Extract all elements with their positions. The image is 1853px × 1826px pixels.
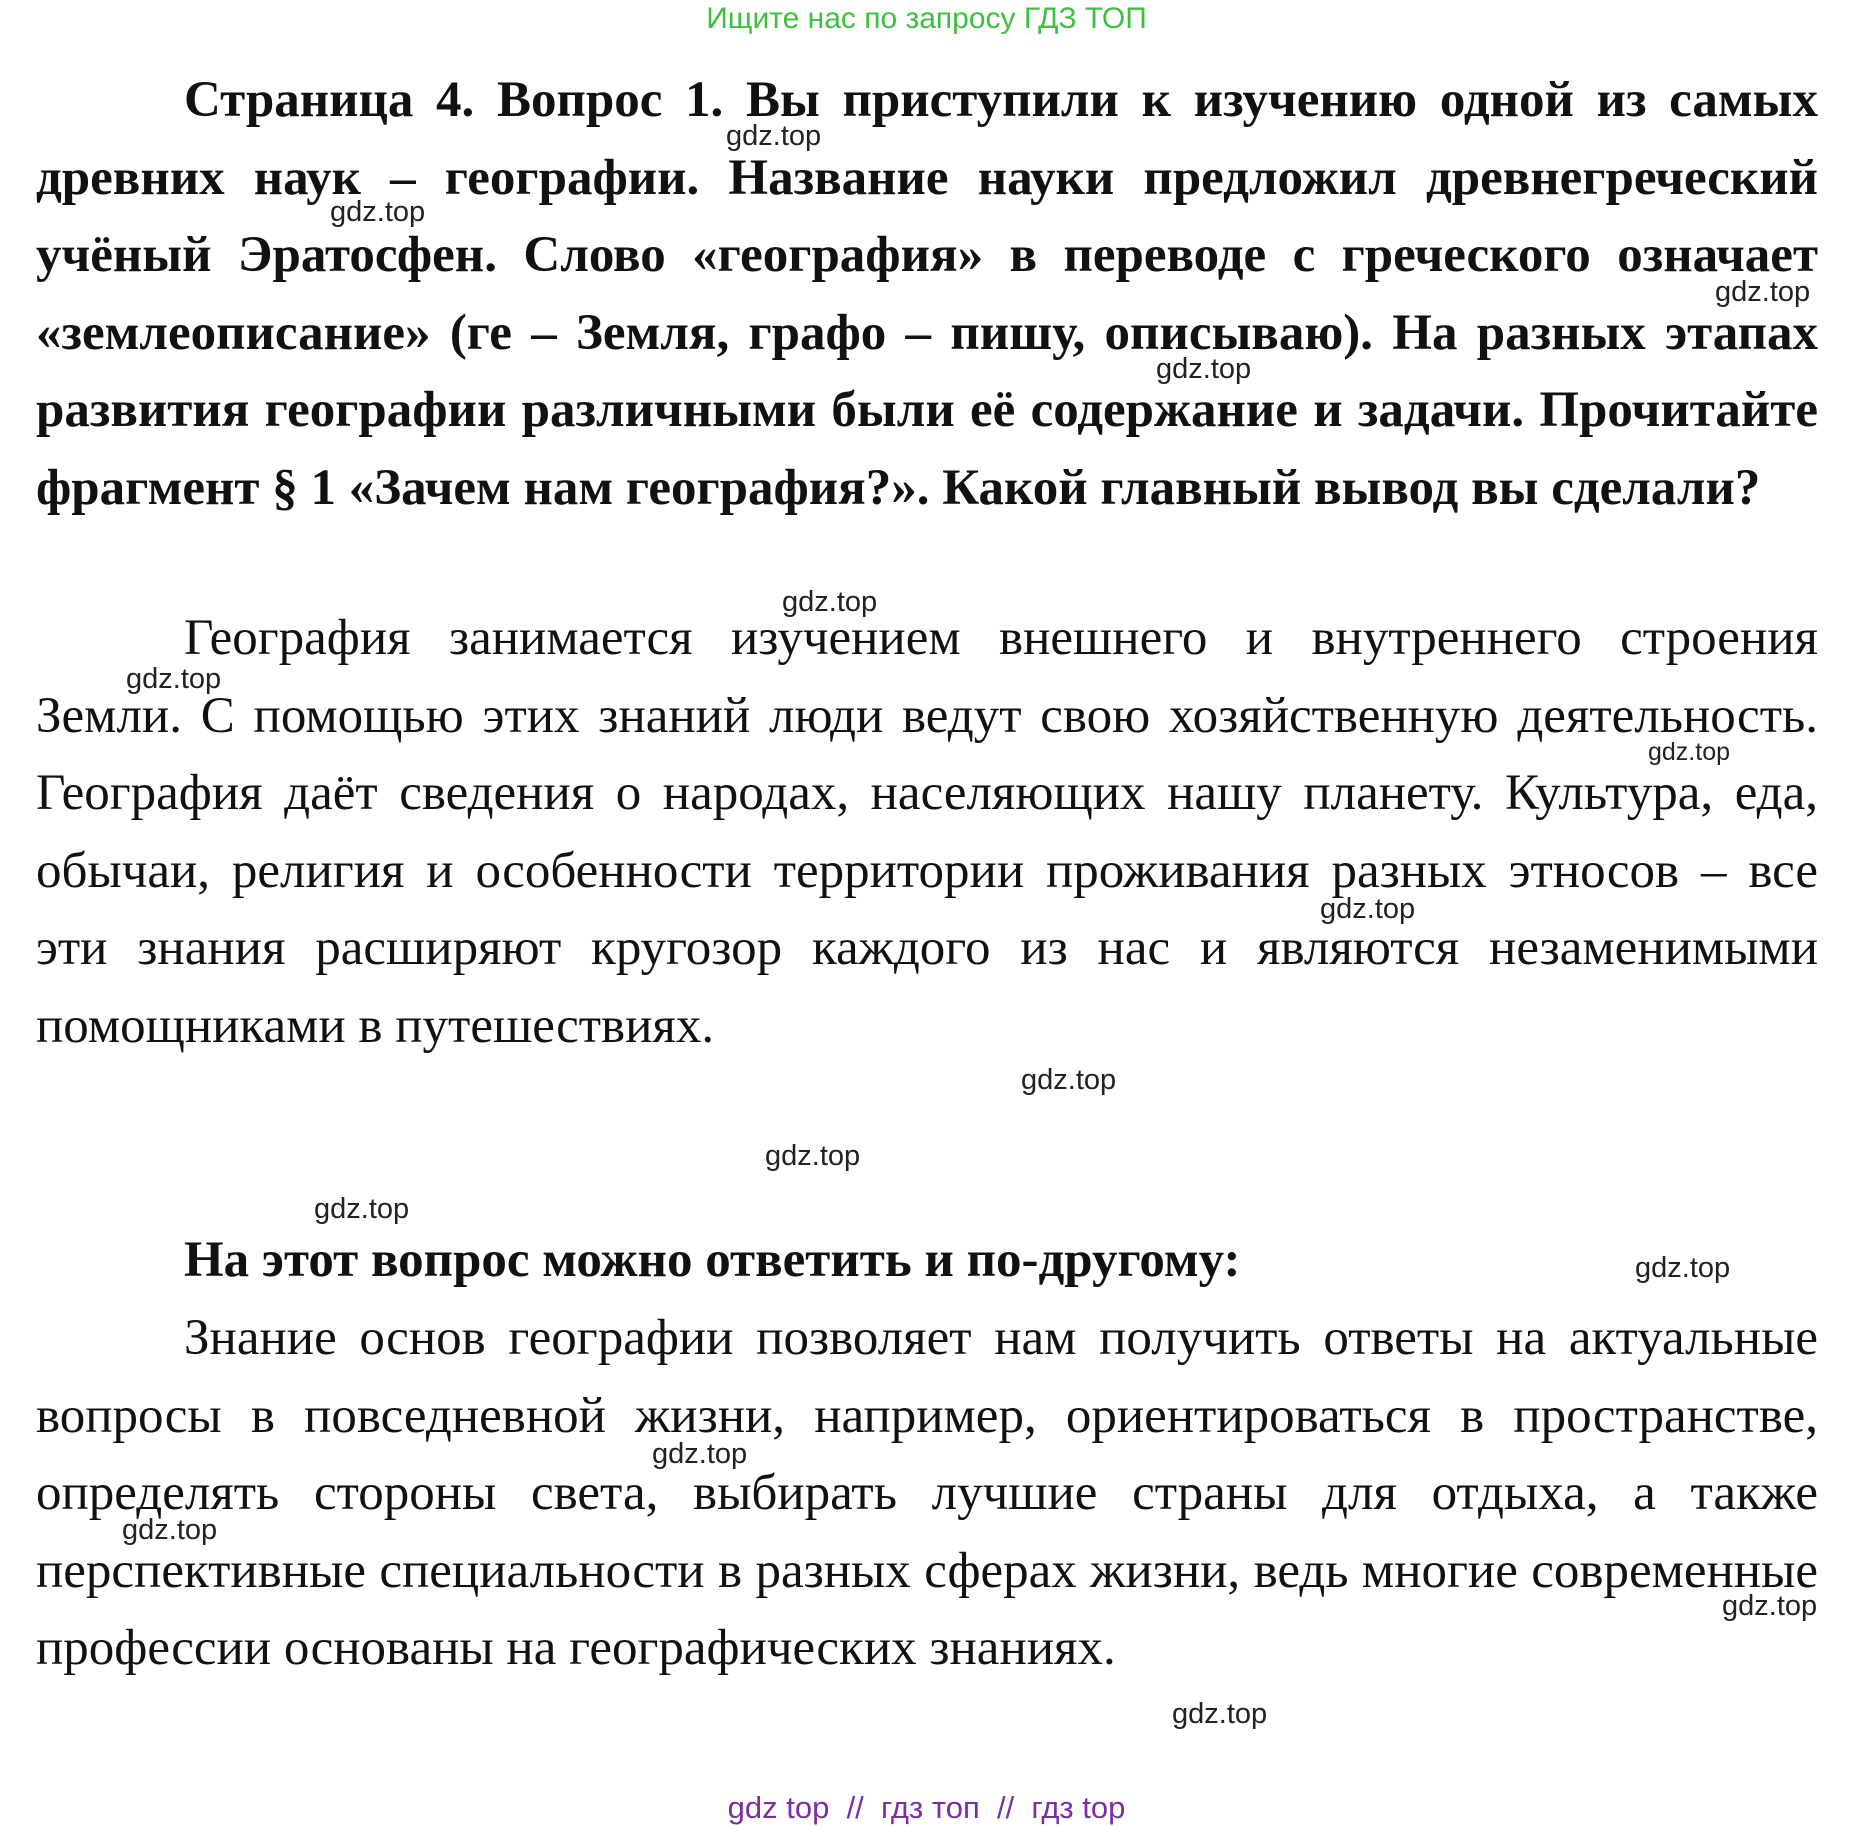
watermark: gdz.top	[1320, 893, 1416, 925]
question-text: Страница 4. Вопрос 1. Вы приступили к изучению одной из самых древних наук – географии. Название науки предложил древнегреческий учёный Эратосфен. Слово «география» в переводе с греческого означает «землеописание» (ге – Земля, графо – пишу, описываю). На разных этапах развития географии различными были её содержание и задачи. Прочитайте фрагмент § 1 «Зачем нам география?». Какой главный вывод вы сделали?	[36, 72, 1818, 516]
watermark: gdz.top	[314, 1193, 410, 1225]
alternative-answer-text: Знание основ географии позволяет нам получить ответы на актуальные вопросы в повседневной жизни, например, ориентироваться в пространстве, определять стороны света, выбирать лучшие страны для отдыха, а также перспективные специальности в разных сферах жизни, ведь многие современные профессии основаны на географических знаниях.	[36, 1310, 1818, 1676]
watermark: gdz.top	[122, 1514, 218, 1546]
watermark: gdz.top	[765, 1140, 861, 1172]
watermark: gdz.top	[126, 663, 222, 695]
watermark: gdz.top	[782, 586, 878, 618]
watermark: gdz.top	[1172, 1698, 1268, 1730]
alternative-answer-heading: На этот вопрос можно ответить и по-другому:	[184, 1232, 1241, 1288]
answer-text: География занимается изучением внешнего и внутреннего строения Земли. С помощью этих знаний люди ведут свою хозяйственную деятельность. География даёт сведения о народах, населяющих нашу планету. Культура, еда, обычаи, религия и особенности территории проживания разных этносов – все эти знания расширяют кругозор каждого из нас и являются незаменимыми помощниками в путешествиях.	[36, 610, 1818, 1054]
footer-watermark: gdz top // гдз топ // гдз top	[727, 1790, 1126, 1825]
watermark: gdz.top	[1635, 1252, 1731, 1284]
watermark: gdz.top	[330, 196, 426, 228]
watermark: gdz.top	[1648, 738, 1731, 766]
watermark: gdz.top	[1156, 353, 1252, 385]
watermark: gdz.top	[726, 120, 822, 152]
watermark: gdz.top	[1021, 1064, 1117, 1096]
watermark: gdz.top	[652, 1438, 748, 1470]
watermark: gdz.top	[1715, 276, 1811, 308]
search-hint-link[interactable]: Ищите нас по запросу ГДЗ ТОП	[706, 2, 1147, 35]
watermark: gdz.top	[1722, 1590, 1818, 1622]
